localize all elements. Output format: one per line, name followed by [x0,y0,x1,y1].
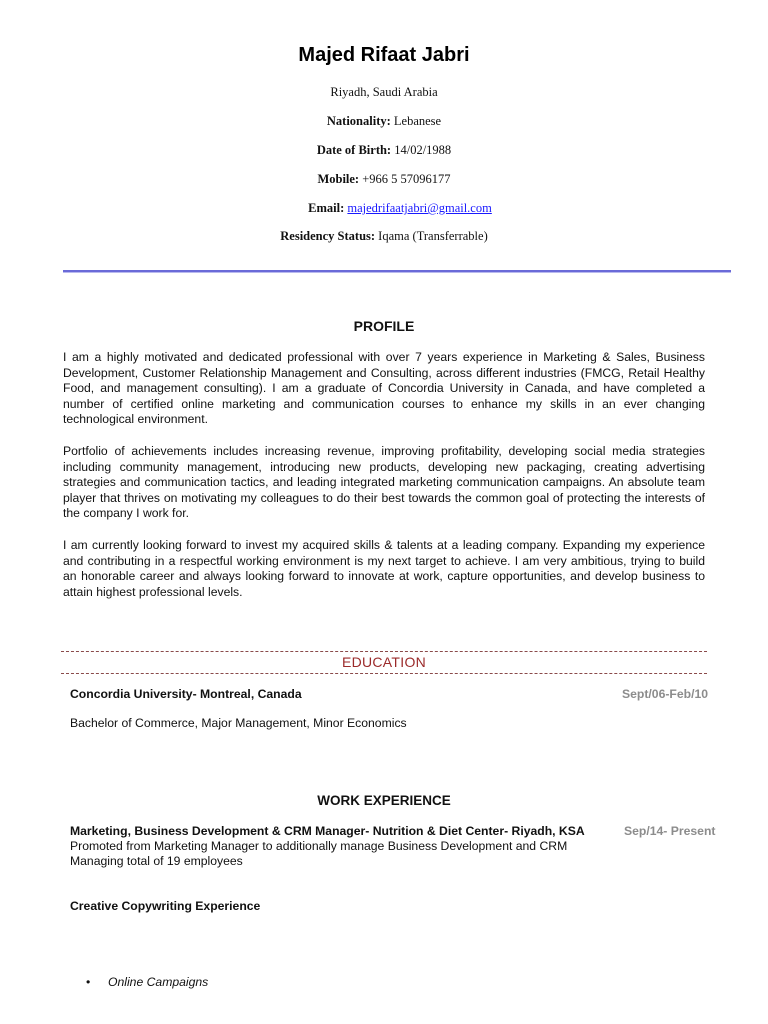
copywriting-subheading: Creative Copywriting Experience [70,899,261,913]
education-degree: Bachelor of Commerce, Major Management, Minor Economics [70,716,407,730]
bullet-icon: • [86,975,91,989]
job-description-line-1: Promoted from Marketing Manager to additionally manage Business Development and CRM [70,839,568,853]
dob-value: 14/02/1988 [394,143,452,157]
header-divider [63,270,731,273]
nationality-line [0,114,768,129]
job-description-line-2: Managing total of 19 employees [70,854,243,868]
mobile-line [0,172,768,187]
profile-paragraph-3: I am currently looking forward to invest my acquired skills & talents at a leading company. Expanding my experience and contributing in a respectful working environment is my next target to achieve. I am very ambitious, trying to build an honorable career and always looking forward to innovate at work, capture opportunities, and develop business to attain highest professional levels. [63,538,705,599]
education-heading: EDUCATION [341,654,427,670]
location-text: Riyadh, Saudi Arabia [330,85,438,99]
email-label: Email: [308,201,345,215]
bullet-text: Online Campaigns [108,975,209,989]
education-divider-bottom [61,673,707,674]
job-title: Marketing, Business Development & CRM Manager- Nutrition & Diet Center- Riyadh, KSA [70,824,585,838]
education-divider-top [61,651,707,652]
dob-label: Date of Birth: [316,143,392,157]
nationality-label: Nationality: [326,114,391,128]
education-dates: Sept/06-Feb/10 [622,687,709,701]
residency-label: Residency Status: [280,229,376,243]
list-item [86,975,208,989]
nationality-value: Lebanese [393,114,442,128]
residency-line [0,229,768,244]
profile-paragraph-2: Portfolio of achievements includes increasing revenue, improving profitability, developing social media strategies including community management, introducing new products, developing new packaging, creating advertising strategies and communication tactics, and leading integrated marketing communication campaigns. An absolute team player that thrives on motivating my colleagues to do their best towards the common goal of protecting the interests of the company I work for. [63,444,705,521]
education-school: Concordia University- Montreal, Canada [70,687,302,701]
email-line [16,201,768,216]
residency-value: Iqama (Transferrable) [378,229,488,243]
dob-line [0,143,768,158]
job-dates: Sep/14- Present [624,824,716,838]
location-line [0,85,768,100]
profile-paragraph-1: I am a highly motivated and dedicated professional with over 7 years experience in Marketing & Sales, Business Development, Customer Relationship Management and Consulting, across different industries (FMCG, Retail Healthy Food, and management consulting). I am a graduate of Concordia University in Canada, and have completed a number of certified online marketing and communication courses to enhance my skills in an ever changing technological environment. [63,350,705,427]
mobile-value: +966 5 57096177 [362,172,451,186]
email-link[interactable]: majedrifaatjabri@gmail.com [347,201,492,215]
profile-heading: PROFILE [353,318,415,334]
mobile-label: Mobile: [317,172,360,186]
work-heading: WORK EXPERIENCE [317,793,451,808]
candidate-name: Majed Rifaat Jabri [298,44,470,66]
